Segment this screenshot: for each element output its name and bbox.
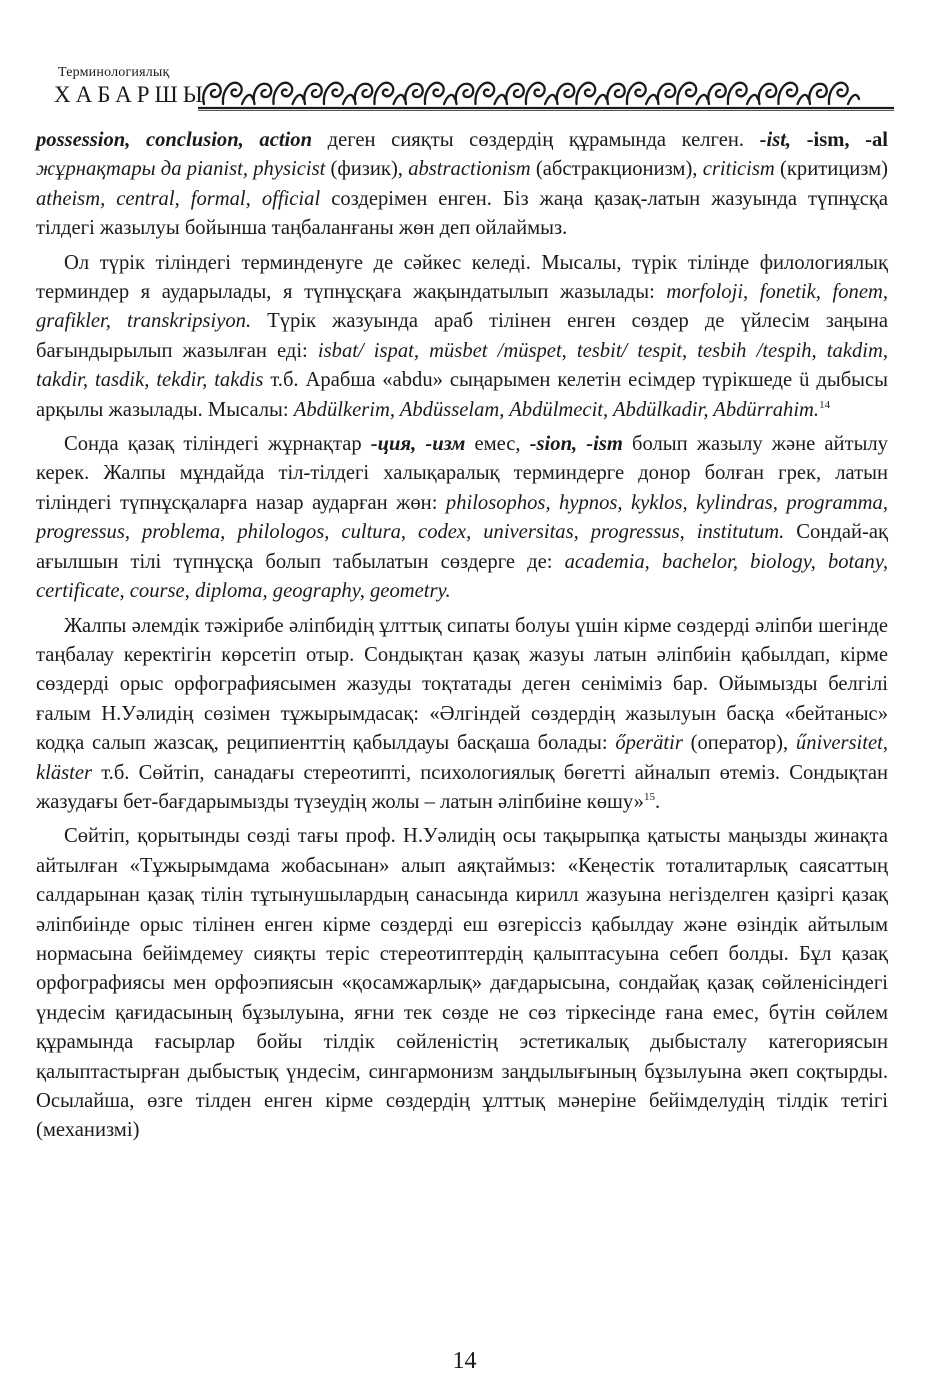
text-run: -ist, bbox=[759, 129, 792, 151]
text-run: criticism bbox=[702, 158, 775, 181]
text-run: (абстракционизм), bbox=[530, 158, 703, 181]
text-run: academia, bachelor, biology, botany, certificate, course, diploma, geography, geometry. bbox=[36, 550, 889, 603]
journal-header bbox=[36, 62, 896, 114]
text-run: Жалпы әлемдік тәжірибе әліпбидің ұлттық сипаты болуы үшін кірме сөздерді әліпби шегінде таңбалау керектігін көрсетіп отыр. Сондықтан қазақ жазуы латын әліпбиін қабылдап, кірме сөздерді орыс орфографиясымен жазуды тоқтатады деген сеніміміз бар. Ойымызды белгілі ғалым Н.Уәлидің сөзімен тұжырымдасақ: «Әлгіндей сөздердің жазылуын басқа «бейтаныс» кодқа салып жазсақ, реципиенттің қабылдауы басқаша болады: bbox=[36, 614, 888, 755]
text-run: Сөйтіп, қорытынды сөзді тағы проф. Н.Уәлидің осы тақырыпқа қатысты маңызды жинақта айтылған «Тұжырымдама жобасынан» алып аяқтаймыз: «Кеңестік тоталитарлық саясаттың салдарынан қазақ тілін тұтынушылардың санасында кирилл жазуына негізделген қазіргі қазақ әліпбиінде орыс тілінен енген кірме сөздерді еш өзгеріссіз қабылдау және өзіндік айтылым нормасына бейімдемеу сияқты теріс стереотиптердің қалыптасуына себеп болды. Бұл қазақ орфографиясы мен орфоэпиясын «қосамжарлық» дағдарысына, сондайақ қазақ сөйленісіндегі үндесім қағидасының бұзылуына, яғни тек сөзде не сөз тіркесінде ғана емес, бүтін сөйлем құрамында ғасырлар бойы тілдік сөйленістің эстетикалық дыбысталу категориясын қалыптастырған дыбыстық үндесім, сингармонизм заңдылығының бұзылуына әкеп соқтырды. Осылайша, өзге тілден енген кірме сөздердің ұлттық мәнеріне бейімделудің тілдік тетігі (механизмі) bbox=[36, 825, 888, 1142]
paragraph-1 bbox=[36, 126, 888, 244]
paragraph-5 bbox=[36, 822, 888, 1145]
text-run: őperätir bbox=[615, 732, 683, 755]
text-run: Ол түрік тіліндегі терминденуге де сәйкес келеді. Мысалы, түрік тілінде филологиялық терминдер я аударылады, я түпнұсқаға жақындатылып жазылады: bbox=[36, 251, 888, 304]
text-run: -sion, -ism bbox=[529, 433, 623, 456]
text-run: (критицизм) bbox=[774, 158, 889, 181]
text-run: philosophos, hypnos, kyklos, kylindras, programma, progressus, problema, philologos, cultura, codex, universitas, progressus, institutum. bbox=[36, 491, 888, 544]
page-number: 14 bbox=[452, 1348, 477, 1374]
journal-title-small: Терминологиялық bbox=[58, 65, 170, 80]
text-run: Сонда қазақ тіліндегі жұрнақтар bbox=[64, 433, 371, 456]
text-run: morfoloji, fonetik, fonem, grafikler, transkripsiyon. bbox=[36, 281, 888, 333]
text-run bbox=[791, 129, 807, 151]
page-body bbox=[36, 126, 888, 1146]
text-run: болып жазылу және айтылу керек. Жалпы мұндайда тіл-тілдегі халықаралық терминдерге донор болған грек, латын тіліндегі түпнұсқаларға назар аударған жөн: bbox=[36, 433, 888, 514]
footnote-ref: 14 bbox=[819, 398, 831, 411]
text-run: емес, bbox=[465, 433, 530, 456]
footnote-ref: 15 bbox=[643, 791, 655, 804]
text-run: -ism, -al bbox=[806, 129, 889, 151]
journal-title-big: ХАБАРШЫ bbox=[54, 82, 208, 107]
text-run: т.б. Арабша «abdu» сыңарымен келетін есімдер түрікшеде ü дыбысы арқылы жазылады. Мысалы: bbox=[36, 369, 888, 421]
text-run: -ция, -изм bbox=[370, 433, 466, 456]
paragraph-3 bbox=[36, 430, 888, 606]
paragraph-2 bbox=[36, 249, 888, 425]
text-run: Abdülkerim, Abdüsselam, Abdülmecit, Abdülkadir, Abdürrahim. bbox=[293, 398, 820, 421]
text-run: т.б. Сөйтіп, санадағы стереотипті, психологиялық бөгетті айналып өтеміз. Сондықтан жазудағы бет-бағдарымызды түзеудің жолы – латын әліпбиіне көшу» bbox=[36, 761, 888, 813]
text-run: (оператор), bbox=[682, 732, 796, 755]
text-run: űniversitet, kläster bbox=[36, 732, 888, 784]
paragraph-4 bbox=[36, 612, 888, 818]
kazakh-ornament-icon bbox=[198, 66, 894, 112]
text-run: создерімен енген. Біз жаңа қазақ-латын жазуында түпнұсқа тілдегі жазылуы бойынша таңбаланғаны жөн деп ойлаймыз. bbox=[36, 187, 888, 240]
text-run: Сондай-ақ ағылшын тілі түпнұсқа болып табылатын сөздерге де: bbox=[36, 521, 888, 573]
text-run: . bbox=[654, 790, 661, 813]
text-run: жұрнақтары да pianist, physicist bbox=[36, 158, 326, 181]
text-run: (физик), bbox=[325, 158, 409, 181]
text-run: atheism, central, formal, official bbox=[36, 187, 321, 210]
text-run: abstractionism bbox=[408, 158, 531, 181]
text-run: isbat/ ispat, müsbet /müspet, tesbit/ tespit, tesbih /tespih, takdim, takdir, tasdik, tekdir, takdis bbox=[36, 339, 888, 392]
text-run: possession, conclusion, action bbox=[36, 129, 313, 151]
text-run: Түрік жазуында араб тілінен енген сөздер де үйлесім заңына бағындырылып жазылған еді: bbox=[36, 310, 888, 362]
text-run: деген сияқты сөздердің құрамында келген. bbox=[312, 129, 760, 151]
